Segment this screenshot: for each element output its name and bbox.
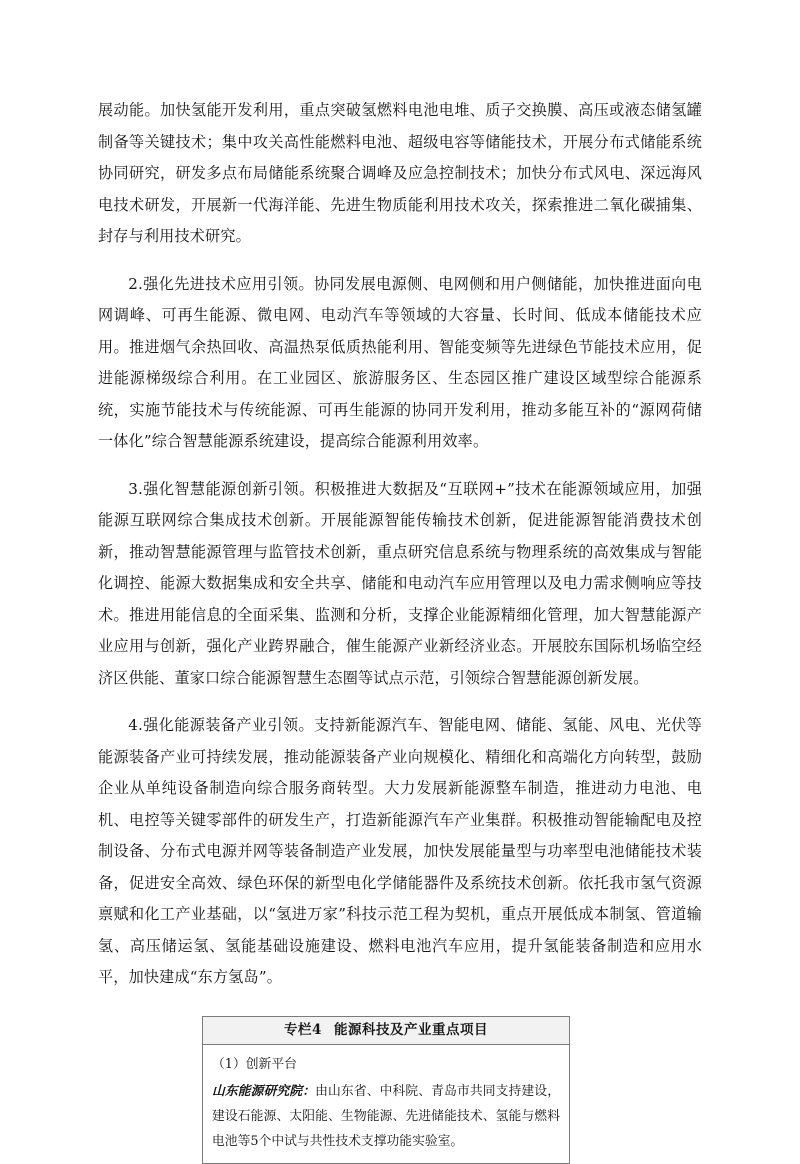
- paragraph-3: 3.强化智慧能源创新引领。积极推进大数据及“互联网+”技术在能源领域应用，加强能源互联网综合集成技术创新。开展能源智能传输技术创新，促进能源智能消费技术创新，推动智慧能源管理与监管技术创新，重点研究信息系统与物理系统的高效集成与智能化调控、能源大数据集成和安全共享、储能和电动汽车应用管理以及电力需求侧响应等技术。推进用能信息的全面采集、监测和分析，支撑企业能源精细化管理，加大智慧能源产业应用与创新，强化产业跨界融合，催生能源产业新经济业态。开展胶东国际机场临空经济区供能、董家口综合能源智慧生态圈等试点示范，引领综合智慧能源创新发展。: [98, 479, 702, 687]
- paragraph-spacer: [98, 458, 702, 474]
- paragraph-1: 展动能。加快氢能开发利用，重点突破氢燃料电池电堆、质子交换膜、高压或液态储氢罐制备等关键技术；集中攻关高性能燃料电池、超级电容等储能技术，开展分布式储能系统协同研究，研发多点布局储能系统聚合调峰及应急控制技术；加快分布式风电、深远海风电技术研发，开展新一代海洋能、先进生物质能利用技术攻关，探索推进二氧化碳捕集、封存与利用技术研究。: [98, 101, 702, 245]
- callout-title: 能源科技及产业重点项目: [333, 1021, 488, 1038]
- callout-header: [203, 1017, 569, 1045]
- callout-entry: [212, 1079, 560, 1154]
- paragraph-2: 2.强化先进技术应用引领。协同发展电源侧、电网侧和用户侧储能，加快推进面向电网调峰、可再生能源、微电网、电动汽车等领域的大容量、长时间、低成本储能技术应用。推进烟气余热回收、高温热泵低质热能利用、智能变频等先进绿色节能技术应用，促进能源梯级综合利用。在工业园区、旅游服务区、生态园区推广建设区域型综合能源系统，实施节能技术与传统能源、可再生能源的协同开发利用，推动多能互补的“源网荷储一体化”综合智慧能源系统建设，提高综合能源利用效率。: [98, 274, 702, 450]
- document-body: [98, 95, 702, 1164]
- callout-entry-text: 由山东省、中科院、青岛市共同支持建设，建设石能源、太阳能、生物能源、先进储能技术、氢能与燃料电池等5个中试与共性技术支撑功能实验室。: [212, 1083, 561, 1149]
- paragraph-spacer: [98, 694, 702, 710]
- callout-body: [203, 1045, 569, 1163]
- callout-item-number: （1）创新平台: [212, 1056, 297, 1072]
- callout-label: 专栏4: [284, 1021, 322, 1038]
- callout-entry-term: 山东能源研究院：: [212, 1083, 316, 1099]
- paragraph-4: 4.强化能源装备产业引领。支持新能源汽车、智能电网、储能、氢能、风电、光伏等能源装备产业可持续发展，推动能源装备产业向规模化、精细化和高端化方向转型，鼓励企业从单纯设备制造向综合服务商转型。大力发展新能源整车制造，推进动力电池、电机、电控等关键零部件的研发生产，打造新能源汽车产业集群。积极推动智能输配电及控制设备、分布式电源并网等装备制造产业发展，加快发展能量型与功率型电池储能技术装备，促进安全高效、绿色环保的新型电化学储能器件及系统技术创新。依托我市氢气资源禀赋和化工产业基础，以“氢进万家”科技示范工程为契机，重点开展低成本制氢、管道输氢、高压储运氢、氢能基础设施建设、燃料电池汽车应用，提升氢能装备制造和应用水平，加快建成“东方氢岛”。: [98, 716, 702, 986]
- callout-box: [202, 1016, 570, 1164]
- paragraph-spacer: [98, 253, 702, 269]
